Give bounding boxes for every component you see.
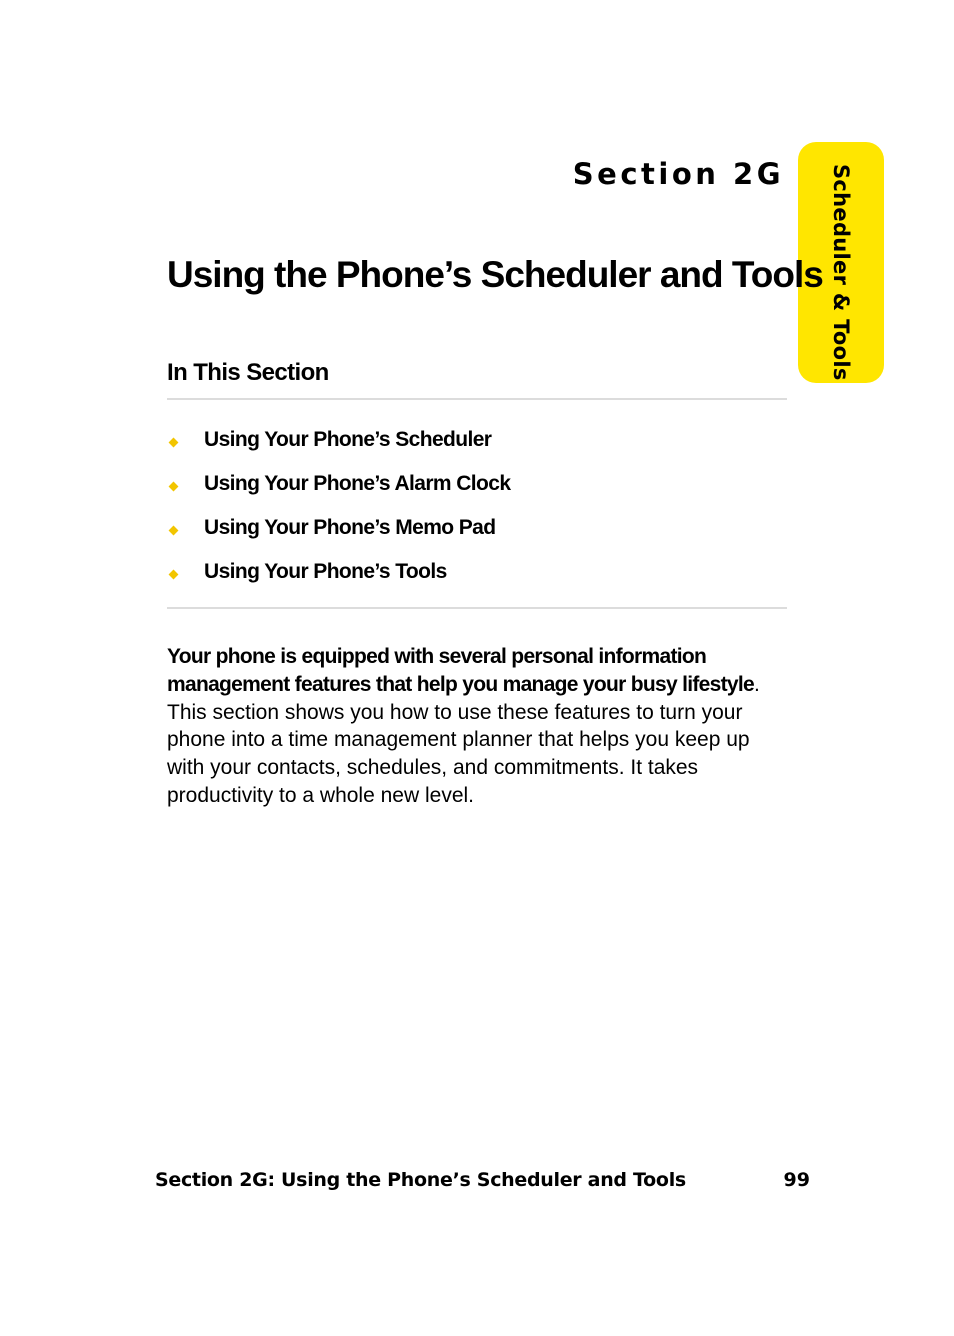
section-label: Section 2G: [572, 157, 784, 191]
section-contents-list: [167, 418, 510, 594]
page-title: Using the Phone’s Scheduler and Tools: [167, 254, 823, 295]
diamond-bullet-icon: [169, 481, 179, 491]
list-item[interactable]: [167, 550, 510, 594]
toc-link-scheduler[interactable]: Using Your Phone’s Scheduler: [204, 428, 492, 451]
in-this-section-heading: In This Section: [167, 359, 329, 386]
intro-paragraph: [167, 643, 767, 810]
divider-top: [167, 398, 787, 400]
footer-section-title: Section 2G: Using the Phone’s Scheduler and Tools: [155, 1169, 686, 1191]
toc-link-tools[interactable]: Using Your Phone’s Tools: [204, 560, 447, 583]
list-item[interactable]: [167, 418, 510, 462]
intro-lead-punctuation: .: [754, 672, 760, 696]
list-item[interactable]: [167, 506, 510, 550]
page-number: 99: [783, 1169, 810, 1191]
diamond-bullet-icon: [169, 525, 179, 535]
divider-bottom: [167, 607, 787, 609]
diamond-bullet-icon: [169, 437, 179, 447]
intro-lead-text: Your phone is equipped with several personal information management features that help you manage your busy lifestyle: [167, 645, 755, 696]
diamond-bullet-icon: [169, 569, 179, 579]
intro-body-text: This section shows you how to use these features to turn your phone into a time management planner that helps you keep up with your contacts, schedules, and commitments. It takes productivity to a whole new level.: [167, 700, 750, 807]
side-tab-label: Scheduler & Tools: [829, 164, 853, 381]
toc-link-alarm-clock[interactable]: Using Your Phone’s Alarm Clock: [204, 472, 511, 495]
toc-link-memo-pad[interactable]: Using Your Phone’s Memo Pad: [204, 516, 496, 539]
list-item[interactable]: [167, 462, 510, 506]
